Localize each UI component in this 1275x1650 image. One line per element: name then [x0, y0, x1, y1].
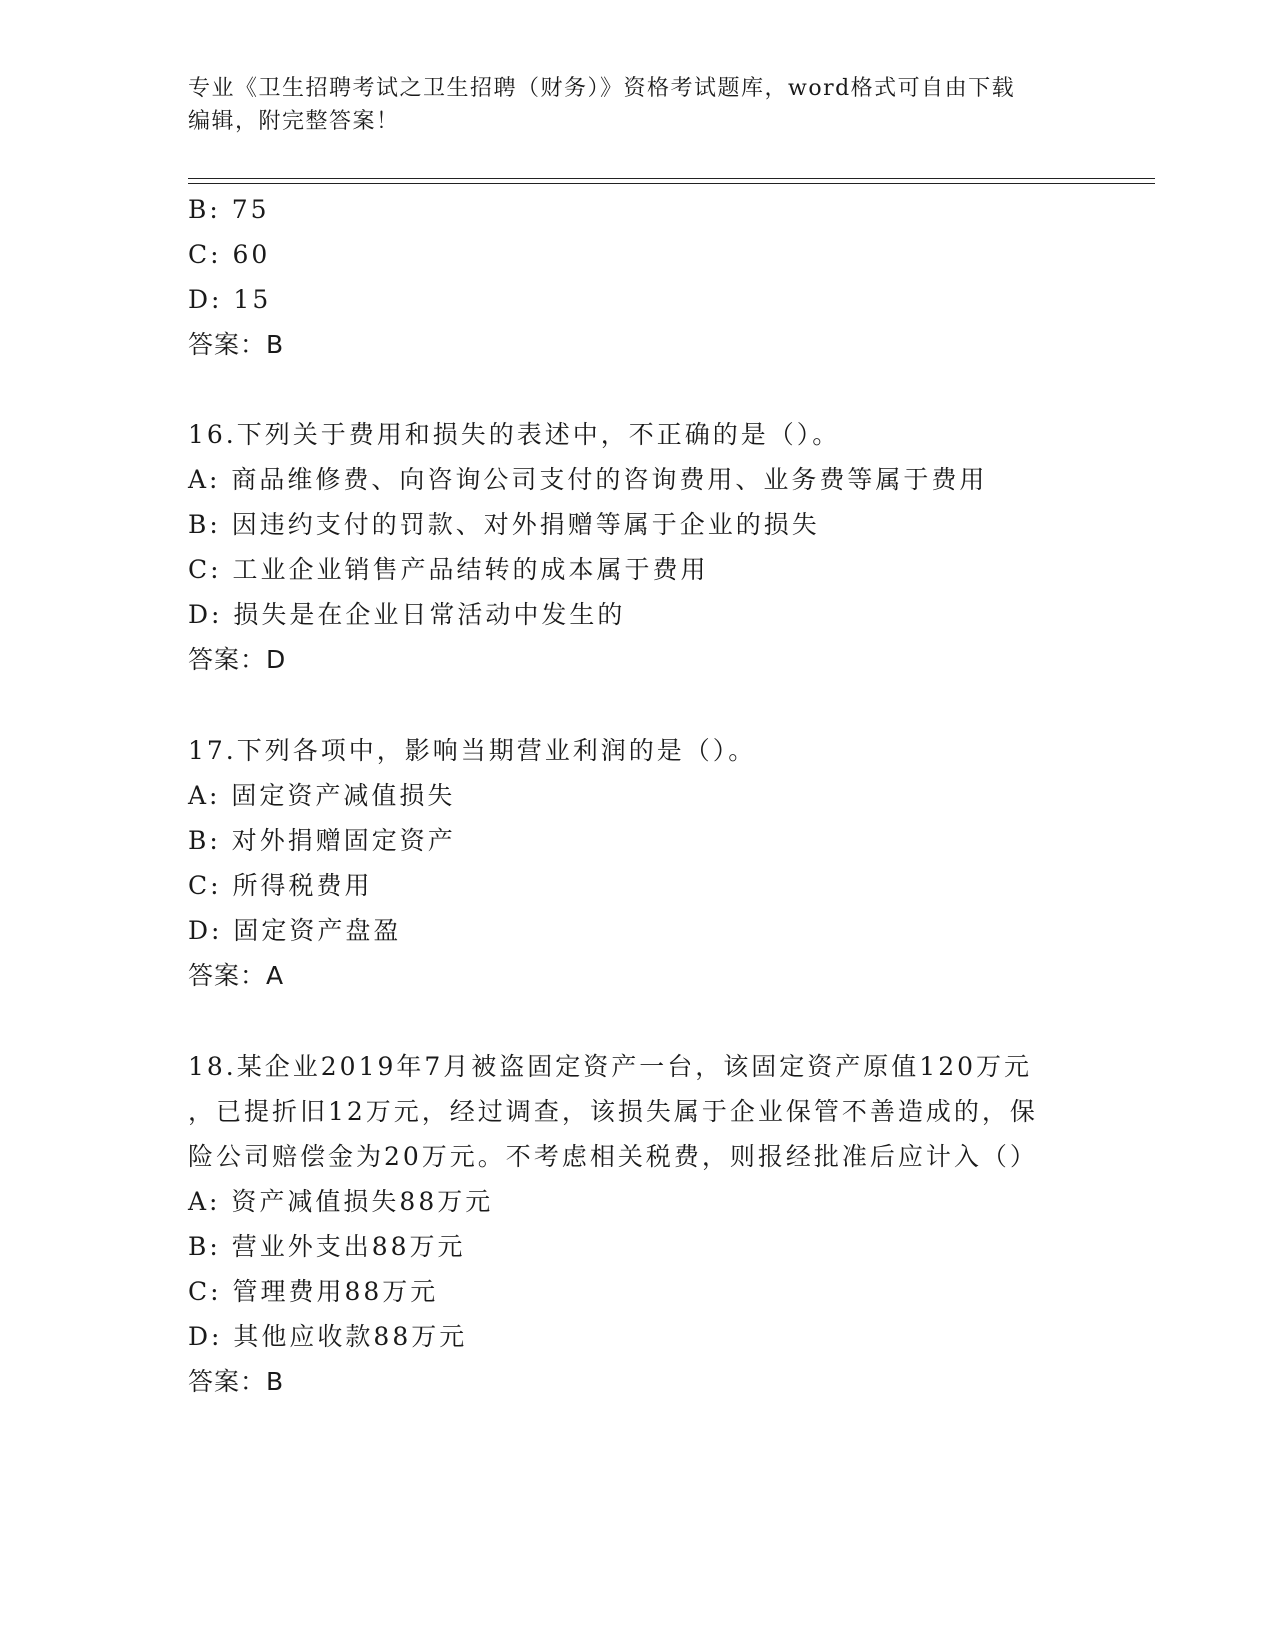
q17-option-d: D: 固定资产盘盈: [188, 916, 402, 945]
q18-option-d: D: 其他应收款88万元: [188, 1322, 468, 1351]
header-divider-top: [188, 178, 1155, 179]
q18-question-line-3: 险公司赔偿金为20万元。不考虑相关税费，则报经批准后应计入（）: [188, 1142, 1038, 1171]
q16-option-a: A: 商品维修费、向咨询公司支付的咨询费用、业务费等属于费用: [188, 465, 988, 494]
q18-option-a: A: 资产减值损失88万元: [188, 1187, 494, 1216]
header-line-1: 专业《卫生招聘考试之卫生招聘（财务）》资格考试题库，word格式可自由下载: [188, 76, 1016, 101]
q17-option-c: C: 所得税费用: [188, 871, 373, 900]
q16-option-b: B: 因违约支付的罚款、对外捐赠等属于企业的损失: [188, 510, 820, 539]
q18-question-line-2: ，已提折旧12万元，经过调查，该损失属于企业保管不善造成的，保: [188, 1097, 1038, 1126]
q15-option-b: B: 75: [188, 195, 270, 224]
q16-option-d: D: 损失是在企业日常活动中发生的: [188, 600, 626, 629]
q16-answer: 答案：D: [188, 645, 287, 674]
q17-question: 17.下列各项中，影响当期营业利润的是（）。: [188, 736, 757, 765]
q17-option-a: A: 固定资产减值损失: [188, 781, 456, 810]
q18-answer: 答案：B: [188, 1367, 285, 1396]
q17-answer: 答案：A: [188, 961, 285, 990]
q15-option-d: D: 15: [188, 285, 272, 314]
document-header: [188, 72, 1068, 138]
q17-option-b: B: 对外捐赠固定资产: [188, 826, 456, 855]
q18-question-line-1: 18.某企业2019年7月被盗固定资产一台，该固定资产原值120万元: [188, 1052, 1033, 1081]
q15-answer: 答案：B: [188, 330, 285, 359]
q16-option-c: C: 工业企业销售产品结转的成本属于费用: [188, 555, 709, 584]
q18-option-b: B: 营业外支出88万元: [188, 1232, 466, 1261]
q18-option-c: C: 管理费用88万元: [188, 1277, 439, 1306]
header-divider-bottom: [188, 183, 1155, 184]
q16-question: 16.下列关于费用和损失的表述中，不正确的是（）。: [188, 420, 841, 449]
q15-option-c: C: 60: [188, 240, 271, 269]
header-line-2: 编辑，附完整答案！: [188, 109, 400, 134]
